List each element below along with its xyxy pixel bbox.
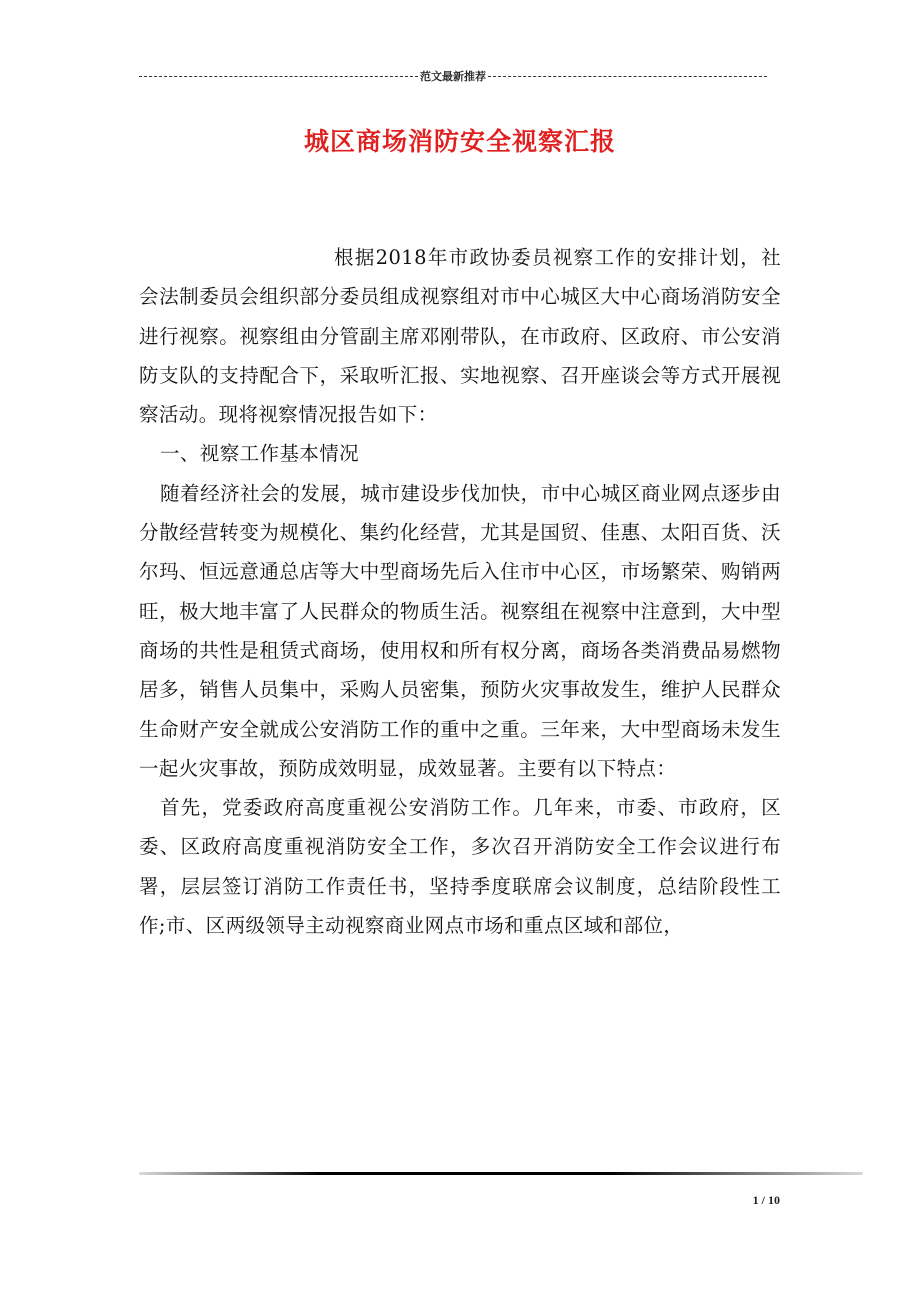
footer-divider	[139, 1172, 863, 1175]
paragraph-intro: 根据2018年市政协委员视察工作的安排计划，社会法制委员会组织部分委员组成视察组对市中心城区大中心商场消防安全进行视察。视察组由分管副主席邓刚带队，在市政府、区政府、市公安消防支队的支持配合下，采取听汇报、实地视察、召开座谈会等方式开展视察活动。现将视察情况报告如下：	[139, 246, 781, 427]
page-header	[139, 68, 767, 84]
header-dash-left	[139, 76, 418, 77]
document-title: 城区商场消防安全视察汇报	[303, 127, 616, 156]
header-label: 范文最新推荐	[420, 71, 486, 83]
header-dash-right	[488, 76, 767, 77]
section-heading: 一、视察工作基本情况	[160, 442, 360, 466]
document-body	[139, 238, 781, 945]
page-number: 1 / 10	[752, 1193, 780, 1207]
paragraph-first-point: 首先，党委政府高度重视公安消防工作。几年来，市委、市政府，区委、区政府高度重视消防安全工作，多次召开消防安全工作会议进行布署，层层签订消防工作责任书，坚持季度联席会议制度，总结阶段性工作;市、区两级领导主动视察商业网点市场和重点区域和部位，	[139, 796, 781, 938]
paragraph-overview: 随着经济社会的发展，城市建设步伐加快，市中心城区商业网点逐步由分散经营转变为规模化、集约化经营，尤其是国贸、佳惠、太阳百货、沃尔玛、恒远意通总店等大中型商场先后入住市中心区，市场繁荣、购销两旺，极大地丰富了人民群众的物质生活。视察组在视察中注意到，大中型商场的共性是租赁式商场，使用权和所有权分离，商场各类消费品易燃物居多，销售人员集中，采购人员密集，预防火灾事故发生，维护人民群众生命财产安全就成公安消防工作的重中之重。三年来，大中型商场未发生一起火灾事故，预防成效明显，成效显著。主要有以下特点：	[139, 481, 781, 780]
